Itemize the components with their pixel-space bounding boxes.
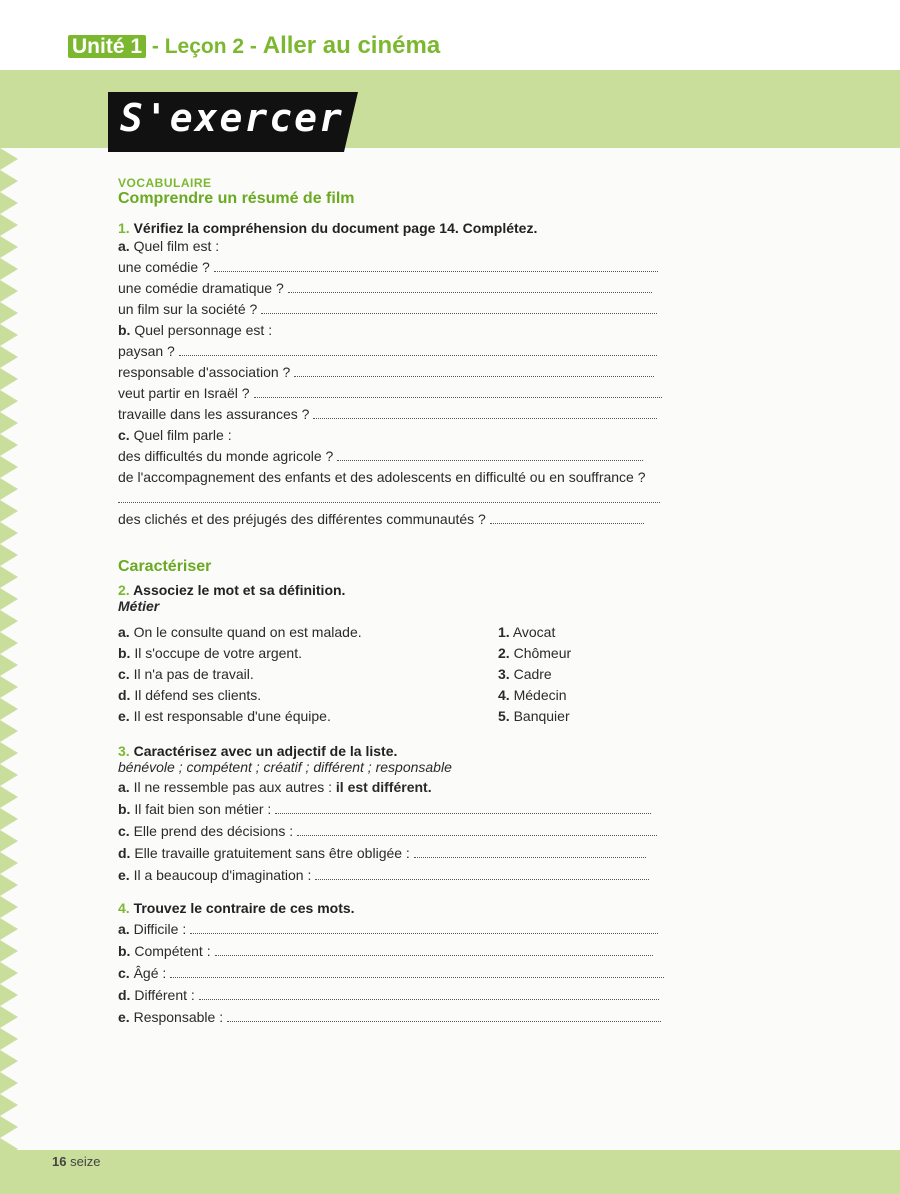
answer-line[interactable]: e. Responsable : [118, 1006, 678, 1028]
section-title: Comprendre un résumé de film [118, 190, 355, 207]
exercise-2-title: 2. Associez le mot et sa définition. [118, 582, 346, 598]
exercise-4-title: 4. Trouvez le contraire de ces mots. [118, 900, 355, 916]
dotted-line [215, 953, 653, 956]
zigzag-edge [0, 148, 22, 1150]
answer-line[interactable]: c. Elle prend des décisions : [118, 820, 678, 842]
answer-line[interactable]: paysan ? [118, 341, 678, 362]
dotted-line [313, 416, 657, 419]
ex1-c-item: de l'accompagnement des enfants et des adolescents en difficulté ou en souffrance ? [118, 469, 646, 485]
dotted-line [297, 833, 657, 836]
dotted-line [170, 975, 664, 978]
definition-item[interactable]: d. Il défend ses clients. [118, 687, 262, 703]
answer-line[interactable]: b. Compétent : [118, 940, 678, 962]
word-item[interactable]: 3. Cadre [498, 666, 552, 682]
dotted-line [227, 1019, 661, 1022]
words-column [498, 622, 571, 727]
word-item[interactable]: 1. Avocat [498, 624, 556, 640]
page-number: 16 [52, 1154, 67, 1169]
answer-line[interactable] [118, 488, 678, 509]
page-number-word: seize [70, 1154, 101, 1169]
definitions-column [118, 622, 498, 727]
dotted-line [179, 353, 657, 356]
dotted-line [118, 500, 660, 503]
dotted-line [288, 290, 652, 293]
definition-item[interactable]: e. Il est responsable d'une équipe. [118, 708, 331, 724]
answer-line[interactable]: un film sur la société ? [118, 299, 678, 320]
ex1-a-prompt: a. Quel film est : [118, 238, 220, 254]
word-item[interactable]: 2. Chômeur [498, 645, 572, 661]
answer-line[interactable]: travaille dans les assurances ? [118, 404, 678, 425]
definition-item[interactable]: c. Il n'a pas de travail. [118, 666, 254, 682]
banner-title: S'exercer [120, 96, 344, 140]
answer-line[interactable]: d. Elle travaille gratuitement sans être obligée : [118, 842, 678, 864]
dotted-line [490, 521, 644, 524]
dotted-line [190, 931, 658, 934]
exercise-3-title: 3. Caractérisez avec un adjectif de la liste. [118, 743, 398, 759]
answer-line[interactable]: des difficultés du monde agricole ? [118, 446, 678, 467]
section-kicker: VOCABULAIRE [118, 176, 212, 190]
exercise-1-title: 1. Vérifiez la compréhension du document page 14. Complétez. [118, 220, 538, 236]
dotted-line [294, 374, 654, 377]
dotted-line [214, 269, 658, 272]
lesson-label: Leçon 2 [164, 35, 245, 58]
answer-line[interactable]: e. Il a beaucoup d'imagination : [118, 864, 678, 886]
content [118, 176, 678, 1028]
unit-badge: Unité 1 [68, 35, 146, 58]
ex1-c-prompt: c. Quel film parle : [118, 427, 232, 443]
dotted-line [199, 997, 659, 1000]
word-item[interactable]: 5. Banquier [498, 708, 570, 724]
answer-line[interactable]: b. Il fait bien son métier : [118, 798, 678, 820]
definition-item[interactable]: a. On le consulte quand on est malade. [118, 624, 362, 640]
answer-line[interactable]: une comédie dramatique ? [118, 278, 678, 299]
answer-line[interactable]: responsable d'association ? [118, 362, 678, 383]
page-footer [52, 1154, 100, 1169]
matching-columns [118, 622, 678, 727]
dotted-line [414, 855, 646, 858]
lesson-title: Aller au cinéma [262, 32, 441, 59]
ex1-b-prompt: b. Quel personnage est : [118, 322, 273, 338]
dotted-line [337, 458, 643, 461]
answer-line[interactable]: d. Différent : [118, 984, 678, 1006]
answer-line[interactable]: des clichés et des préjugés des différentes communautés ? [118, 509, 678, 530]
exercise-2-subtitle: Métier [118, 598, 160, 614]
dotted-line [275, 811, 651, 814]
definition-item[interactable]: b. Il s'occupe de votre argent. [118, 645, 303, 661]
answer-line[interactable]: veut partir en Israël ? [118, 383, 678, 404]
word-item[interactable]: 4. Médecin [498, 687, 567, 703]
page-header: Unité 1 - Leçon 2 - Aller au cinéma [68, 32, 440, 60]
answer-line[interactable]: une comédie ? [118, 257, 678, 278]
dotted-line [261, 311, 657, 314]
dotted-line [315, 877, 649, 880]
section-title-caracteriser: Caractériser [118, 558, 212, 575]
ex3-example: a. Il ne ressemble pas aux autres : il est différent. [118, 779, 432, 795]
answer-line[interactable]: c. Âgé : [118, 962, 678, 984]
answer-line[interactable]: a. Difficile : [118, 918, 678, 940]
adjective-list: bénévole ; compétent ; créatif ; différent ; responsable [118, 759, 452, 775]
dotted-line [254, 395, 662, 398]
